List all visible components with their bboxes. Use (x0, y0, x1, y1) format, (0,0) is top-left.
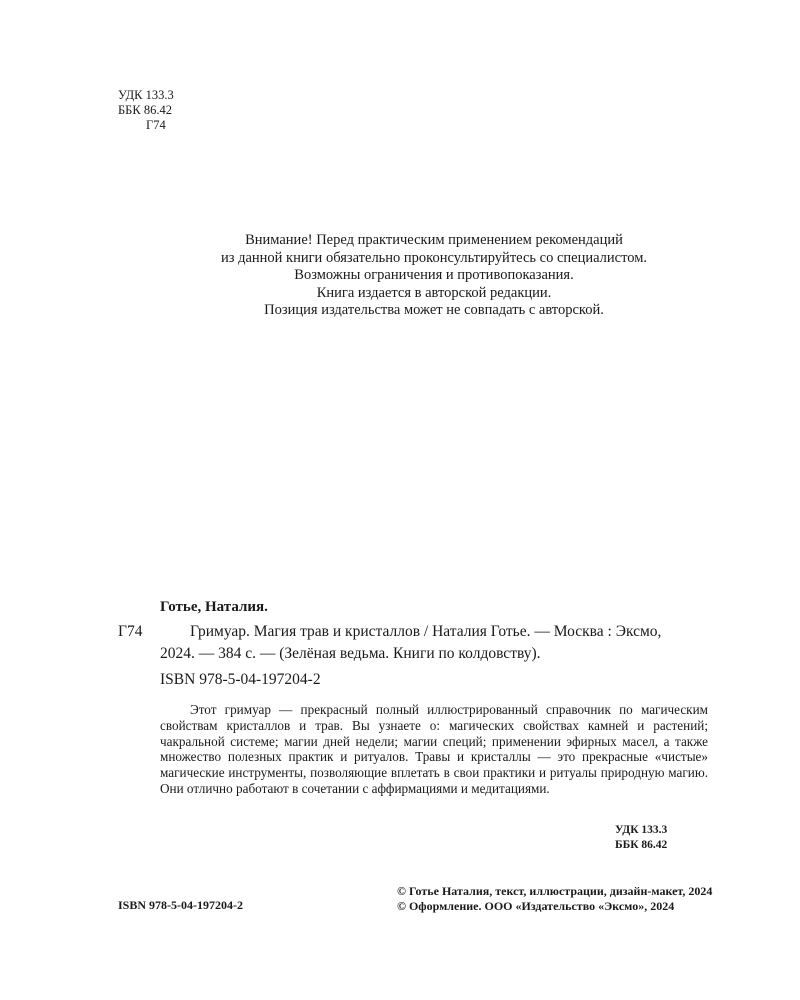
udk-code: УДК 133.3 (118, 88, 174, 102)
author-mark: Г74 (146, 118, 166, 132)
warning-notice (140, 232, 728, 320)
author-heading: Готье, Наталия. (160, 599, 268, 615)
warning-line: Позиция издательства может не совпадать с авторской. (264, 302, 604, 318)
warning-line: Возможны ограничения и противопоказания. (294, 267, 574, 283)
bbk-code: ББК 86.42 (118, 103, 172, 117)
footer-isbn: ISBN 978-5-04-197204-2 (118, 898, 243, 912)
classification-block (118, 88, 174, 133)
bbk-code-bottom: ББК 86.42 (615, 839, 668, 851)
entry-text (160, 621, 708, 664)
entry-line-1: Гримуар. Магия трав и кристаллов / Наталия Готье. — Москва : Эксмо, (190, 623, 662, 640)
copyright-author: © Готье Наталия, текст, иллюстрации, дизайн-макет, 2024 (397, 884, 713, 898)
warning-line: из данной книги обязательно проконсультируйтесь со специалистом. (220, 249, 648, 266)
catalog-entry (118, 621, 708, 664)
copyright-block (397, 884, 712, 914)
warning-line: Внимание! Перед практическим применением рекомендаций (245, 232, 623, 248)
copyright-publisher: © Оформление. ООО «Издательство «Эксмо», 2024 (397, 899, 675, 913)
catalog-code: Г74 (118, 623, 143, 640)
bibliographic-record (118, 597, 708, 797)
warning-line: Книга издается в авторской редакции. (316, 284, 552, 301)
right-classification-codes (615, 823, 667, 853)
entry-line-2: 2024. — 384 с. — (Зелёная ведьма. Книги по колдовству). (160, 644, 541, 662)
annotation: Этот гримуар — прекрасный полный иллюстрированный справочник по магическим свойствам кристаллов и трав. Вы узнаете о: магических свойствах камней и растений; чакральной системе; магии дней недели; магии специй; применении эфирных масел, а также множество полезных практик и ритуалов. Травы и кристаллы — это прекрасные «чистые» магические инструменты, позволяющие вплетать в свои практики и ритуалы природную магию. Они отлично работают в сочетании с аффирмациями и медитациями. (160, 702, 708, 796)
udk-code-bottom: УДК 133.3 (615, 824, 668, 836)
entry-isbn: ISBN 978-5-04-197204-2 (160, 671, 321, 688)
